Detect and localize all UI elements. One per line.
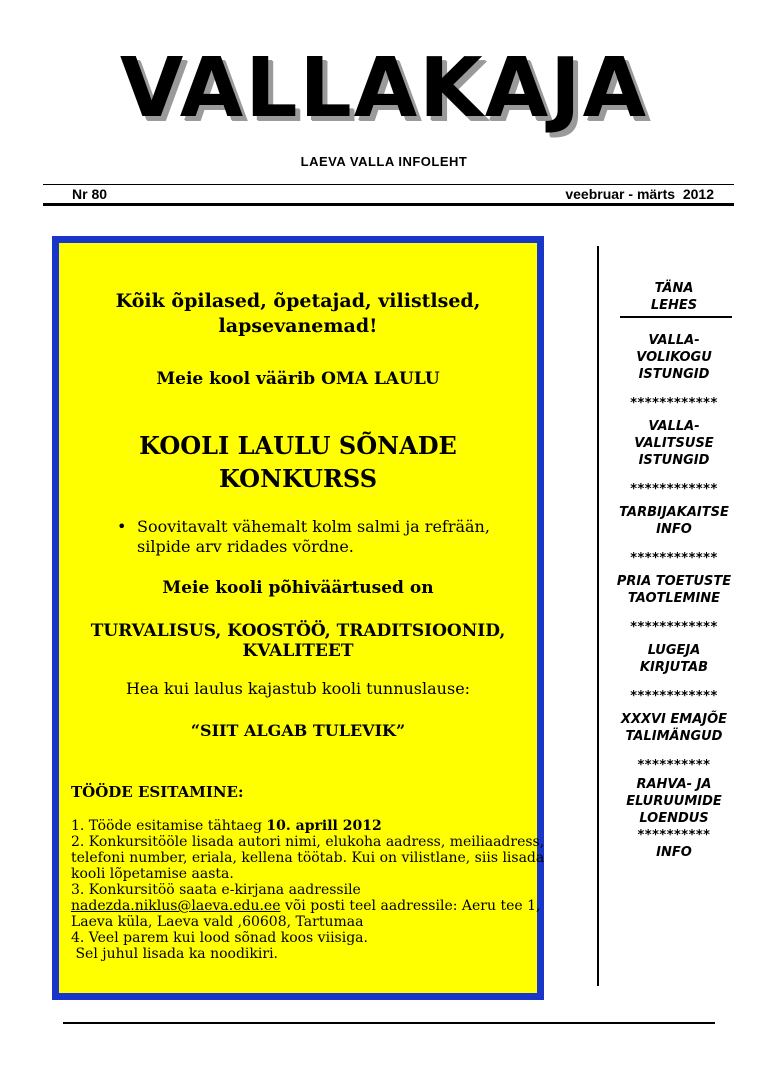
submission-heading: TÖÖDE ESITAMINE: <box>71 783 244 801</box>
submission-item-2: 2. Konkursitööle lisada autori nimi, elukoha aadress, meiliaadress, <box>71 834 545 850</box>
contents-item-line: ISTUNGID <box>638 453 710 468</box>
submission-item-4: 4. Veel parem kui lood sõnad koos viisiga. <box>71 930 368 946</box>
contest-title-line: KONKURSS <box>218 464 378 493</box>
footer-rule <box>63 1022 715 1024</box>
motto-heading: Hea kui laulus kajastub kooli tunnuslause: <box>125 679 471 698</box>
contents-item <box>604 776 744 827</box>
contents-item <box>604 642 744 676</box>
submission-item-4-cont: Sel juhul lisada ka noodikiri. <box>71 946 278 962</box>
submission-item-3: 3. Konkursitöö saata e-kirjana aadressile <box>71 882 361 898</box>
poster-contest-title <box>59 429 537 495</box>
separator-stars: ************ <box>630 551 718 566</box>
contents-item-line: LUGEJA <box>647 643 701 658</box>
contest-poster <box>52 236 544 1000</box>
contents-item <box>604 504 744 538</box>
contents-item-line: XXXVI EMAJÕE <box>620 712 728 727</box>
email-link[interactable]: nadezda.niklus@laeva.edu.ee <box>71 898 281 914</box>
contents-sidebar <box>604 280 744 873</box>
bullet-line: silpide arv ridades võrdne. <box>137 537 354 556</box>
bullet-dot: • <box>117 517 127 536</box>
header-rule-top <box>43 184 734 185</box>
issue-number: Nr 80 <box>72 186 108 202</box>
values-line: KVALITEET <box>242 641 354 661</box>
contents-item-line: VALLA- <box>648 333 700 348</box>
contents-item-line: INFO <box>656 522 692 537</box>
contents-item-line: INFO <box>656 845 692 860</box>
contents-item-line: VALITSUSE <box>634 436 714 451</box>
contents-item <box>604 844 744 861</box>
separator-stars: ************ <box>630 396 718 411</box>
submission-list <box>71 818 545 962</box>
column-divider <box>597 246 599 986</box>
separator-stars: ************ <box>630 689 718 704</box>
contents-item <box>604 332 744 383</box>
newsletter-subtitle: LAEVA VALLA INFOLEHT <box>300 154 468 169</box>
values-list <box>59 621 537 661</box>
greeting-line: Kõik õpilased, õpetajad, vilistlsed, <box>115 290 481 312</box>
submission-item-1: 1. Tööde esitamise tähtaeg 10. aprill 2012 <box>71 818 382 834</box>
greeting-line: lapsevanemad! <box>218 315 378 337</box>
contents-item-line: TALIMÄNGUD <box>625 729 723 744</box>
contents-item <box>604 711 744 745</box>
header-rule-bottom <box>43 203 734 206</box>
contents-item-line: ISTUNGID <box>638 367 710 382</box>
contents-item-line: VALLA- <box>648 419 700 434</box>
submission-item-3-cont: nadezda.niklus@laeva.edu.ee või posti teel aadressile: Aeru tee 1, <box>71 898 541 914</box>
separator-stars: ************ <box>630 482 718 497</box>
separator-stars: ************ <box>630 620 718 635</box>
separator-stars: ********** <box>637 758 711 773</box>
deadline: 10. aprill 2012 <box>266 818 382 834</box>
contents-item-line: LOENDUS <box>639 811 709 826</box>
contents-heading <box>604 280 744 314</box>
values-line: TURVALISUS, KOOSTÖÖ, TRADITSIOONID, <box>90 621 506 641</box>
contents-item-line: ELURUUMIDE <box>626 794 722 809</box>
contest-title-line: KOOLI LAULU SÕNADE <box>139 431 457 460</box>
contents-item-line: TAOTLEMINE <box>627 591 721 606</box>
separator-stars: ********** <box>637 828 711 843</box>
newsletter-title: VALLAKAJA <box>119 41 649 136</box>
contents-heading-line: LEHES <box>650 298 698 313</box>
contents-item-line: PRIA TOETUSTE <box>616 574 732 589</box>
poster-song-line: Meie kool väärib OMA LAULU <box>156 369 440 389</box>
contents-item <box>604 573 744 607</box>
contents-heading-line: TÄNA <box>654 281 694 296</box>
issue-date: veebruar - märts 2012 <box>565 186 714 202</box>
contents-item <box>604 418 744 469</box>
motto: “SIIT ALGAB TULEVIK” <box>190 721 406 740</box>
poster-greeting <box>59 289 537 339</box>
bullet-line: Soovitavalt vähemalt kolm salmi ja refrään, <box>137 517 490 536</box>
contents-item-line: VOLIKOGU <box>636 350 712 365</box>
contents-heading-rule <box>620 316 732 318</box>
contents-item-line: KIRJUTAB <box>639 660 709 675</box>
contents-item-line: TARBIJAKAITSE <box>619 505 729 520</box>
values-heading: Meie kooli põhiväärtused on <box>162 578 434 598</box>
submission-item-3-cont: Laeva küla, Laeva vald ,60608, Tartumaa <box>71 914 364 930</box>
submission-item-2-cont: kooli lõpetamise aasta. <box>71 866 234 882</box>
submission-item-2-cont: telefoni number, eriala, kellena töötab. Kui on vilistlane, siis lisada <box>71 850 545 866</box>
contents-item-line: RAHVA- JA <box>636 777 712 792</box>
